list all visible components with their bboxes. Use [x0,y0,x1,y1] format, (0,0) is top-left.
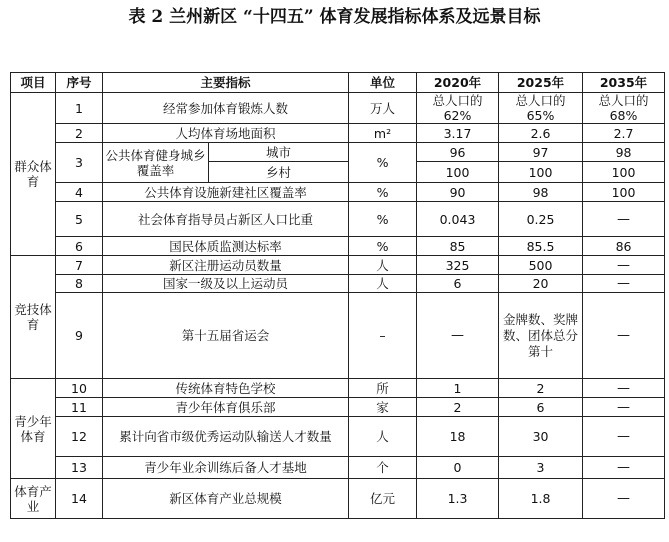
row-2035: — [583,202,665,237]
header-2020: 2020年 [417,73,499,93]
row-2035: — [583,417,665,457]
row-no: 1 [56,93,103,124]
row-2025: 总人口的 65% [499,93,583,124]
category-industry: 体育产业 [11,479,56,519]
row-2025: 30 [499,417,583,457]
row-no: 11 [56,398,103,417]
row-2020: 325 [417,256,499,275]
table-title: 表 2 兰州新区 “十四五” 体育发展指标体系及远景目标 [128,7,541,27]
table-row [11,275,665,293]
row-indicator: 人均体育场地面积 [103,124,349,143]
row-no: 12 [56,417,103,457]
row-no: 10 [56,379,103,398]
row-2020: 1.3 [417,479,499,519]
table-row [11,93,665,124]
header-row [11,73,665,93]
row-2025: 1.8 [499,479,583,519]
header-indicator: 主要指标 [103,73,349,93]
row-2025: 6 [499,398,583,417]
row-indicator: 累计向省市级优秀运动队输送人才数量 [103,417,349,457]
row-unit: % [349,143,417,183]
header-unit: 单位 [349,73,417,93]
row-indicator: 公共体育设施新建社区覆盖率 [103,183,349,202]
row-unit: 亿元 [349,479,417,519]
category-youth: 青少年体育 [11,379,56,479]
table-row [11,202,665,237]
row-no: 6 [56,237,103,256]
row-2020: 1 [417,379,499,398]
row-unit: – [349,293,417,379]
row-2020: 85 [417,237,499,256]
table-row [11,124,665,143]
row-2025: 0.25 [499,202,583,237]
header-no: 序号 [56,73,103,93]
row-2020: 96 [417,143,499,162]
row-2020: — [417,293,499,379]
row-indicator: 青少年体育俱乐部 [103,398,349,417]
row-no: 13 [56,457,103,479]
category-mass: 群众体育 [11,93,56,256]
table-row [11,183,665,202]
row-unit: 万人 [349,93,417,124]
row-2025: 100 [499,162,583,183]
row-unit: % [349,202,417,237]
row-no: 9 [56,293,103,379]
row-2035: 86 [583,237,665,256]
row-2025: 2.6 [499,124,583,143]
row-2025: 98 [499,183,583,202]
row-indicator: 公共体育健身城乡覆盖率 [103,143,209,183]
header-category: 项目 [11,73,56,93]
row-2035: 100 [583,183,665,202]
row-2025: 3 [499,457,583,479]
row-2035: — [583,275,665,293]
row-unit: % [349,183,417,202]
row-2035: — [583,256,665,275]
row-2020: 2 [417,398,499,417]
row-2020: 100 [417,162,499,183]
row-indicator: 第十五届省运会 [103,293,349,379]
row-indicator: 国家一级及以上运动员 [103,275,349,293]
row-2025: 97 [499,143,583,162]
row-indicator: 新区体育产业总规模 [103,479,349,519]
row-2020: 90 [417,183,499,202]
row-indicator: 经常参加体育锻炼人数 [103,93,349,124]
row-no: 7 [56,256,103,275]
row-2025: 金牌数、奖牌数、团体总分第十 [499,293,583,379]
row-indicator: 新区注册运动员数量 [103,256,349,275]
row-unit: m² [349,124,417,143]
row-indicator: 青少年业余训练后备人才基地 [103,457,349,479]
row-unit: 所 [349,379,417,398]
table-row [11,417,665,457]
row-no: 14 [56,479,103,519]
row-unit: 人 [349,275,417,293]
header-2035: 2035年 [583,73,665,93]
row-2035: 100 [583,162,665,183]
row-indicator: 传统体育特色学校 [103,379,349,398]
row-unit: 家 [349,398,417,417]
row-2020: 6 [417,275,499,293]
table-row [11,379,665,398]
row-2035: 2.7 [583,124,665,143]
header-2025: 2025年 [499,73,583,93]
row-subitem-rural: 乡村 [209,162,349,183]
row-unit: 个 [349,457,417,479]
indicator-table [10,72,665,519]
row-no: 2 [56,124,103,143]
row-2035: 总人口的 68% [583,93,665,124]
table-row [11,143,665,162]
category-competitive: 竞技体育 [11,256,56,379]
row-2020: 0.043 [417,202,499,237]
row-2025: 500 [499,256,583,275]
row-2035: — [583,457,665,479]
row-2035: — [583,293,665,379]
row-2035: — [583,479,665,519]
row-unit: 人 [349,256,417,275]
row-2025: 20 [499,275,583,293]
table-row [11,479,665,519]
table-row [11,256,665,275]
row-2020: 3.17 [417,124,499,143]
table-row [11,457,665,479]
table-row [11,237,665,256]
row-no: 3 [56,143,103,183]
row-no: 8 [56,275,103,293]
row-unit: % [349,237,417,256]
row-2025: 85.5 [499,237,583,256]
row-subitem-city: 城市 [209,143,349,162]
row-indicator: 国民体质监测达标率 [103,237,349,256]
row-2035: — [583,379,665,398]
row-2020: 0 [417,457,499,479]
row-2020: 18 [417,417,499,457]
row-unit: 人 [349,417,417,457]
row-no: 4 [56,183,103,202]
table-row [11,398,665,417]
row-2035: 98 [583,143,665,162]
table-row [11,293,665,379]
row-2025: 2 [499,379,583,398]
row-indicator: 社会体育指导员占新区人口比重 [103,202,349,237]
row-2035: — [583,398,665,417]
row-2020: 总人口的 62% [417,93,499,124]
row-no: 5 [56,202,103,237]
